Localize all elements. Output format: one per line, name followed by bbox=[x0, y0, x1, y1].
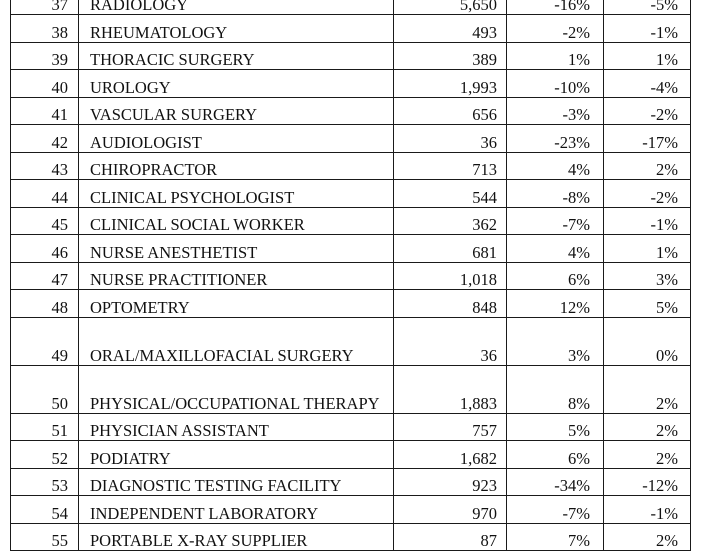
percent-change-2: 1% bbox=[604, 42, 691, 70]
percent-change-1: 3% bbox=[507, 317, 604, 365]
specialty-name: ORAL/MAXILLOFACIAL SURGERY bbox=[79, 317, 394, 365]
specialty-table-page bbox=[10, 0, 690, 551]
specialty-name: INDEPENDENT LABORATORY bbox=[79, 496, 394, 524]
percent-change-2: -1% bbox=[604, 207, 691, 235]
percent-change-1: -16% bbox=[507, 0, 604, 15]
specialty-name: PORTABLE X-RAY SUPPLIER bbox=[79, 523, 394, 551]
specialty-name: NURSE PRACTITIONER bbox=[79, 262, 394, 290]
percent-change-1: 8% bbox=[507, 365, 604, 413]
percent-change-2: -5% bbox=[604, 0, 691, 15]
count-value: 87 bbox=[394, 523, 507, 551]
row-number: 39 bbox=[11, 42, 79, 70]
percent-change-1: 5% bbox=[507, 413, 604, 441]
count-value: 970 bbox=[394, 496, 507, 524]
percent-change-1: -10% bbox=[507, 70, 604, 98]
count-value: 1,682 bbox=[394, 441, 507, 469]
row-number: 54 bbox=[11, 496, 79, 524]
count-value: 656 bbox=[394, 97, 507, 125]
specialty-name: PHYSICAL/OCCUPATIONAL THERAPY bbox=[79, 365, 394, 413]
table-row bbox=[11, 413, 691, 441]
specialty-name: CLINICAL PSYCHOLOGIST bbox=[79, 180, 394, 208]
percent-change-1: -2% bbox=[507, 15, 604, 43]
row-number: 41 bbox=[11, 97, 79, 125]
count-value: 36 bbox=[394, 125, 507, 153]
row-number: 48 bbox=[11, 290, 79, 318]
table-row bbox=[11, 70, 691, 98]
count-value: 389 bbox=[394, 42, 507, 70]
percent-change-1: 6% bbox=[507, 441, 604, 469]
percent-change-2: 2% bbox=[604, 152, 691, 180]
count-value: 848 bbox=[394, 290, 507, 318]
row-number: 52 bbox=[11, 441, 79, 469]
percent-change-2: 2% bbox=[604, 365, 691, 413]
count-value: 713 bbox=[394, 152, 507, 180]
percent-change-2: 2% bbox=[604, 413, 691, 441]
table-row bbox=[11, 365, 691, 413]
count-value: 1,993 bbox=[394, 70, 507, 98]
specialty-name: UROLOGY bbox=[79, 70, 394, 98]
percent-change-1: -34% bbox=[507, 468, 604, 496]
percent-change-1: 1% bbox=[507, 42, 604, 70]
count-value: 681 bbox=[394, 235, 507, 263]
row-number: 37 bbox=[11, 0, 79, 15]
specialty-name: VASCULAR SURGERY bbox=[79, 97, 394, 125]
specialty-table bbox=[10, 0, 691, 551]
table-row bbox=[11, 290, 691, 318]
count-value: 493 bbox=[394, 15, 507, 43]
table-row bbox=[11, 496, 691, 524]
percent-change-2: -17% bbox=[604, 125, 691, 153]
percent-change-1: -23% bbox=[507, 125, 604, 153]
percent-change-2: 5% bbox=[604, 290, 691, 318]
percent-change-1: 4% bbox=[507, 235, 604, 263]
percent-change-1: -7% bbox=[507, 207, 604, 235]
percent-change-1: -7% bbox=[507, 496, 604, 524]
percent-change-1: -8% bbox=[507, 180, 604, 208]
count-value: 544 bbox=[394, 180, 507, 208]
row-number: 38 bbox=[11, 15, 79, 43]
percent-change-2: 1% bbox=[604, 235, 691, 263]
specialty-name: DIAGNOSTIC TESTING FACILITY bbox=[79, 468, 394, 496]
table-row bbox=[11, 207, 691, 235]
percent-change-1: 6% bbox=[507, 262, 604, 290]
specialty-name: RHEUMATOLOGY bbox=[79, 15, 394, 43]
count-value: 362 bbox=[394, 207, 507, 235]
row-number: 50 bbox=[11, 365, 79, 413]
table-row bbox=[11, 97, 691, 125]
specialty-name: PODIATRY bbox=[79, 441, 394, 469]
percent-change-2: -4% bbox=[604, 70, 691, 98]
table-row bbox=[11, 15, 691, 43]
row-number: 49 bbox=[11, 317, 79, 365]
specialty-name: AUDIOLOGIST bbox=[79, 125, 394, 153]
percent-change-2: -1% bbox=[604, 496, 691, 524]
row-number: 46 bbox=[11, 235, 79, 263]
specialty-name: RADIOLOGY bbox=[79, 0, 394, 15]
row-number: 42 bbox=[11, 125, 79, 153]
specialty-name: PHYSICIAN ASSISTANT bbox=[79, 413, 394, 441]
specialty-name: CLINICAL SOCIAL WORKER bbox=[79, 207, 394, 235]
row-number: 43 bbox=[11, 152, 79, 180]
specialty-name: OPTOMETRY bbox=[79, 290, 394, 318]
percent-change-2: 3% bbox=[604, 262, 691, 290]
row-number: 51 bbox=[11, 413, 79, 441]
percent-change-2: -12% bbox=[604, 468, 691, 496]
count-value: 1,018 bbox=[394, 262, 507, 290]
table-row bbox=[11, 468, 691, 496]
percent-change-1: -3% bbox=[507, 97, 604, 125]
row-number: 45 bbox=[11, 207, 79, 235]
row-number: 47 bbox=[11, 262, 79, 290]
table-row bbox=[11, 152, 691, 180]
percent-change-1: 4% bbox=[507, 152, 604, 180]
percent-change-2: 2% bbox=[604, 523, 691, 551]
percent-change-2: -2% bbox=[604, 180, 691, 208]
row-number: 55 bbox=[11, 523, 79, 551]
table-row bbox=[11, 125, 691, 153]
table-row bbox=[11, 262, 691, 290]
row-number: 53 bbox=[11, 468, 79, 496]
count-value: 1,883 bbox=[394, 365, 507, 413]
percent-change-2: -2% bbox=[604, 97, 691, 125]
specialty-name: THORACIC SURGERY bbox=[79, 42, 394, 70]
percent-change-2: -1% bbox=[604, 15, 691, 43]
count-value: 5,650 bbox=[394, 0, 507, 15]
percent-change-1: 12% bbox=[507, 290, 604, 318]
specialty-name: NURSE ANESTHETIST bbox=[79, 235, 394, 263]
table-row bbox=[11, 0, 691, 15]
row-number: 44 bbox=[11, 180, 79, 208]
table-row bbox=[11, 180, 691, 208]
table-row bbox=[11, 317, 691, 365]
table-row bbox=[11, 523, 691, 551]
table-row bbox=[11, 235, 691, 263]
row-number: 40 bbox=[11, 70, 79, 98]
count-value: 923 bbox=[394, 468, 507, 496]
count-value: 757 bbox=[394, 413, 507, 441]
percent-change-1: 7% bbox=[507, 523, 604, 551]
table-row bbox=[11, 441, 691, 469]
count-value: 36 bbox=[394, 317, 507, 365]
percent-change-2: 0% bbox=[604, 317, 691, 365]
percent-change-2: 2% bbox=[604, 441, 691, 469]
specialty-name: CHIROPRACTOR bbox=[79, 152, 394, 180]
table-row bbox=[11, 42, 691, 70]
